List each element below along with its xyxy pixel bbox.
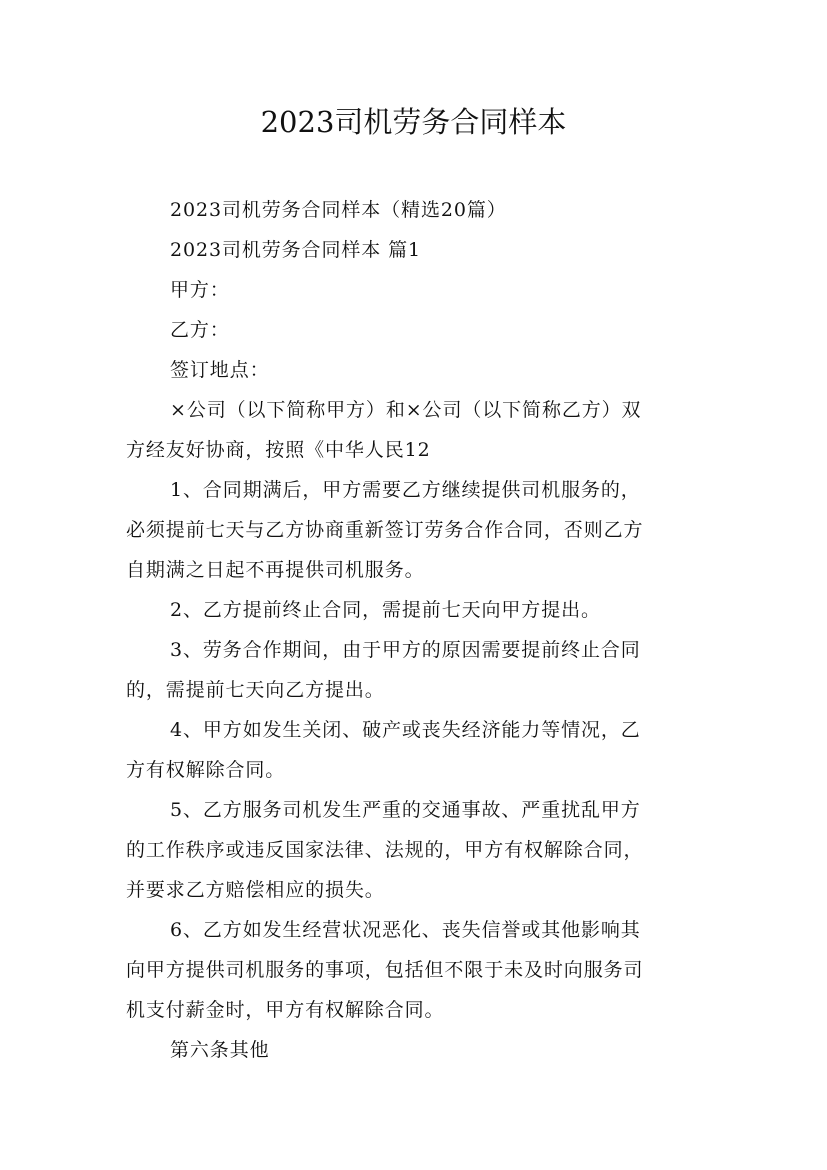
text-line: 自期满之日起不再提供司机服务。 <box>126 559 425 581</box>
text-line: 签订地点： <box>170 359 270 381</box>
text-line: 的，需提前七天向乙方提出。 <box>126 679 385 701</box>
text-line: 并要求乙方赔偿相应的损失。 <box>126 879 385 901</box>
text-line: 1、合同期满后，甲方需要乙方继续提供司机服务的， <box>170 479 641 501</box>
text-line: 6、乙方如发生经营状况恶化、丧失信誉或其他影响其 <box>170 919 641 941</box>
text-line: 5、乙方服务司机发生严重的交通事故、严重扰乱甲方 <box>170 799 641 821</box>
text-line: 向甲方提供司机服务的事项，包括但不限于未及时向服务司 <box>126 959 644 981</box>
text-line: 乙方： <box>170 319 230 341</box>
text-line: 必须提前七天与乙方协商重新签订劳务合作合同，否则乙方 <box>126 519 644 541</box>
signing-place-label <box>126 350 718 390</box>
paragraph-intro <box>126 390 718 470</box>
clause-5 <box>126 790 718 910</box>
text-line: 4、甲方如发生关闭、破产或丧失经济能力等情况，乙 <box>170 719 641 741</box>
paragraph-subtitle <box>126 190 718 230</box>
document-title: 2023司机劳务合同样本 <box>260 105 567 139</box>
party-b-label <box>126 310 718 350</box>
text-line: 甲方： <box>170 279 230 301</box>
text-line: 方经友好协商，按照《中华人民12 <box>126 439 431 461</box>
document-body <box>126 190 718 1070</box>
text-line: ×公司（以下简称甲方）和×公司（以下简称乙方）双 <box>170 399 642 421</box>
text-line: 的工作秩序或违反国家法律、法规的，甲方有权解除合同， <box>126 839 644 861</box>
text-line: 机支付薪金时，甲方有权解除合同。 <box>126 999 445 1021</box>
clause-6 <box>126 910 718 1030</box>
clause-2 <box>126 590 718 630</box>
text-line: 2023司机劳务合同样本（精选20篇） <box>170 199 507 221</box>
clause-3 <box>126 630 718 710</box>
article-six-heading <box>126 1030 718 1070</box>
clause-1 <box>126 470 718 590</box>
clause-4 <box>126 710 718 790</box>
text-line: 2、乙方提前终止合同，需提前七天向甲方提出。 <box>170 599 601 621</box>
text-line: 3、劳务合作期间，由于甲方的原因需要提前终止合同 <box>170 639 641 661</box>
paragraph-section-heading <box>126 230 718 270</box>
text-line: 2023司机劳务合同样本 篇1 <box>170 239 421 261</box>
text-line: 第六条其他 <box>170 1039 270 1061</box>
party-a-label <box>126 270 718 310</box>
text-line: 方有权解除合同。 <box>126 759 286 781</box>
